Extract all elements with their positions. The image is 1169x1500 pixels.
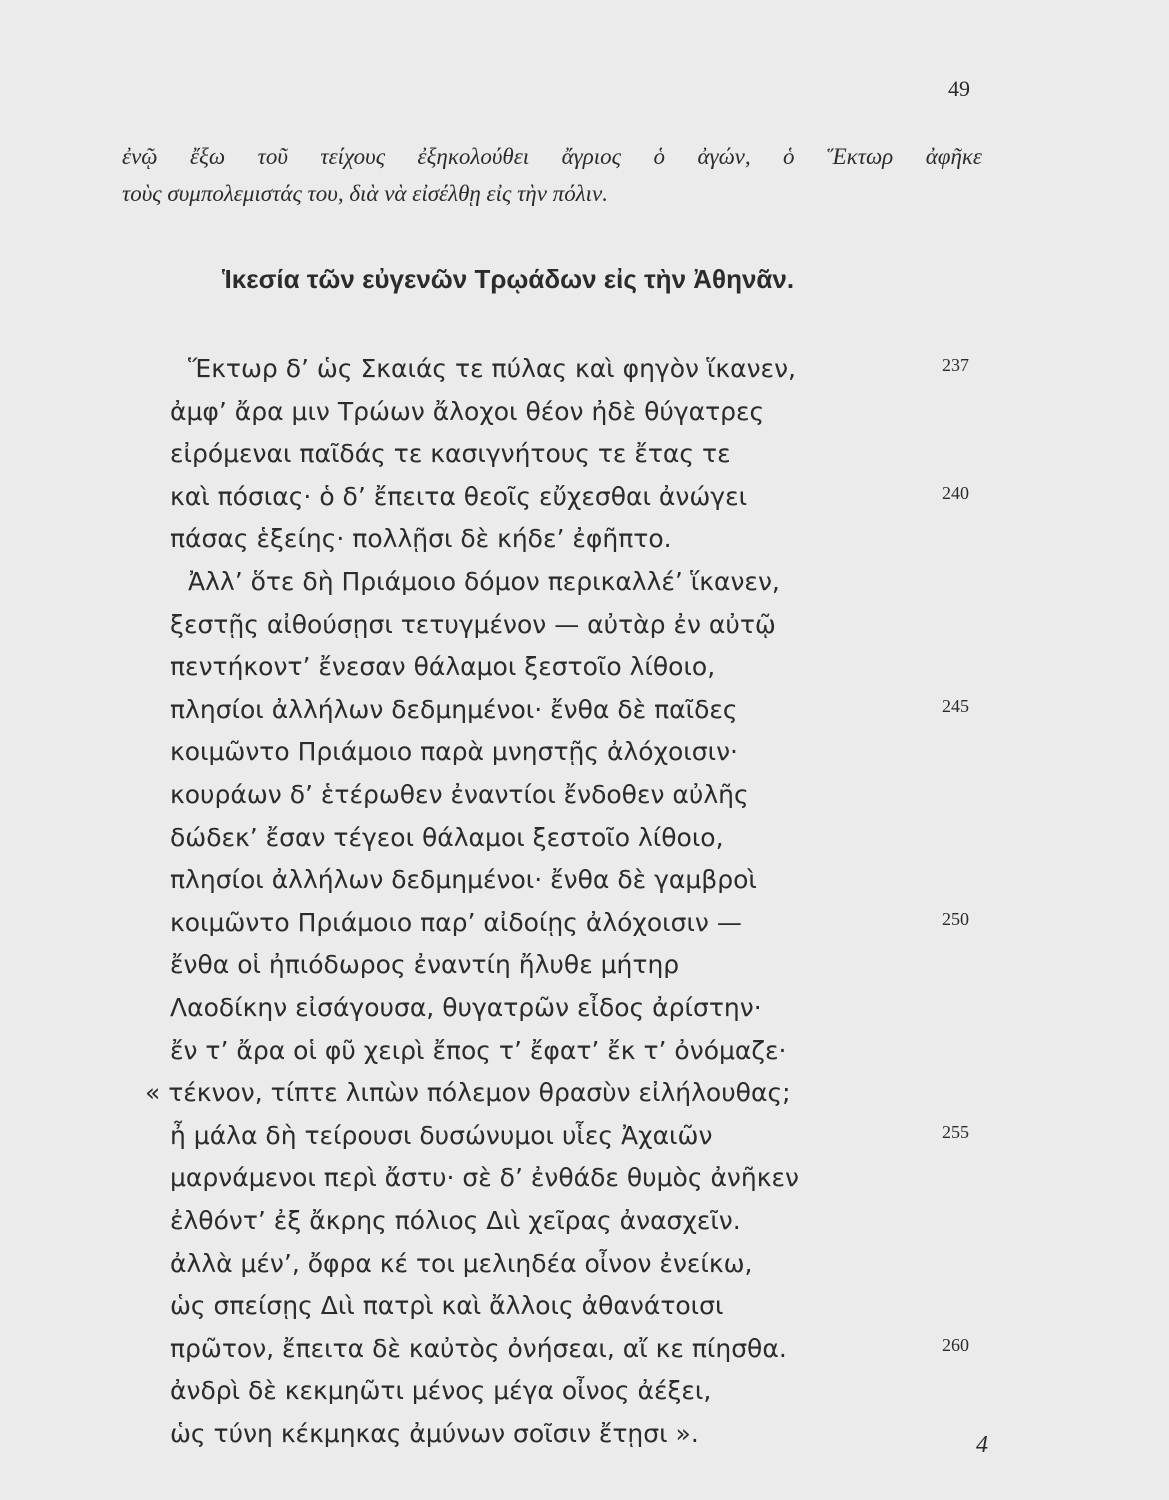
- verse-line: δώδεκ’ ἔσαν τέγεοι θάλαμοι ξεστοῖο λίθοιο,: [170, 823, 724, 852]
- verse-line: κουράων δ’ ἑτέρωθεν ἐναντίοι ἔνδοθεν αὐλῆς: [170, 780, 749, 809]
- line-number: 237: [942, 355, 969, 375]
- verse-line: πεντήκοντ’ ἔνεσαν θάλαμοι ξεστοῖο λίθοιο,: [170, 652, 716, 681]
- verse-line: ξεστῇς αἰθούσῃσι τετυγμένον — αὐτὰρ ἐν αὐτῷ: [170, 610, 776, 639]
- printer-signature: 4: [976, 1432, 988, 1458]
- line-number: 245: [942, 696, 969, 716]
- verse-line: ἀνδρὶ δὲ κεκμηῶτι μένος μέγα οἶνος ἀέξει,: [170, 1376, 712, 1405]
- verse-line: ἦ μάλα δὴ τείρουσι δυσώνυμοι υἷες Ἀχαιῶν: [170, 1121, 713, 1150]
- verse-line: « τέκνον, τίπτε λιπὼν πόλεμον θρασὺν εἰλήλουθας;: [145, 1078, 791, 1107]
- verse-line: Ἕκτωρ δ’ ὡς Σκαιάς τε πύλας καὶ φηγὸν ἵκανεν,: [188, 354, 796, 383]
- verse-line: καὶ πόσιας· ὁ δ’ ἔπειτα θεοῖς εὔχεσθαι ἀνώγει: [170, 482, 748, 511]
- verse-line: μαρνάμενοι περὶ ἄστυ· σὲ δ’ ἐνθάδε θυμὸς ἀνῆκεν: [170, 1163, 799, 1192]
- verse-line: πάσας ἑξείης· πολλῇσι δὲ κήδε’ ἐφῆπτο.: [170, 524, 672, 553]
- verse-line: ὡς τύνη κέκμηκας ἀμύνων σοῖσιν ἔτῃσι ».: [170, 1419, 699, 1448]
- page-number: 49: [948, 76, 970, 101]
- section-heading: Ἱκεσία τῶν εὐγενῶν Τρῳάδων εἰς τὴν Ἀθηνᾶν.: [222, 264, 795, 294]
- verse-line: ὡς σπείσῃς Διὶ πατρὶ καὶ ἄλλοις ἀθανάτοισι: [170, 1291, 724, 1320]
- line-number: 240: [942, 483, 969, 503]
- intro-paragraph: [122, 138, 982, 212]
- verse-line: εἰρόμεναι παῖδάς τε κασιγνήτους τε ἔτας τε: [170, 439, 731, 468]
- verse-line: πλησίοι ἀλλήλων δεδμημένοι· ἔνθα δὲ γαμβροὶ: [170, 865, 757, 894]
- verse-line: κοιμῶντο Πριάμοιο παρὰ μνηστῇς ἀλόχοισιν·: [170, 737, 738, 766]
- verse-line: ἐλθόντ’ ἐξ ἄκρης πόλιος Διὶ χεῖρας ἀνασχεῖν.: [170, 1206, 741, 1235]
- verse-line: ἀλλὰ μέν’, ὄφρα κέ τοι μελιηδέα οἶνον ἐνείκω,: [170, 1249, 753, 1278]
- line-number: 250: [942, 909, 969, 929]
- verse-line: ἔν τ’ ἄρα οἱ φῦ χειρὶ ἔπος τ’ ἔφατ’ ἔκ τ’ ὀνόμαζε·: [170, 1036, 787, 1065]
- intro-line: ἐνῷ ἔξω τοῦ τείχους ἐξηκολούθει ἄγριος ὁ ἀγών, ὁ Ἕκτωρ ἀφῆκε: [122, 144, 982, 169]
- verse-line: Λαοδίκην εἰσάγουσα, θυγατρῶν εἶδος ἀρίστην·: [170, 993, 762, 1022]
- line-number: 255: [942, 1122, 969, 1142]
- verse-line: ἔνθα οἱ ἠπιόδωρος ἐναντίη ἤλυθε μήτηρ: [170, 950, 680, 979]
- verse-line: κοιμῶντο Πριάμοιο παρ’ αἰδοίῃς ἀλόχοισιν —: [170, 908, 742, 937]
- verse-line: πρῶτον, ἔπειτα δὲ καὐτὸς ὀνήσεαι, αἴ κε πίησθα.: [170, 1334, 787, 1363]
- verse-line: πλησίοι ἀλλήλων δεδμημένοι· ἔνθα δὲ παῖδες: [170, 695, 738, 724]
- intro-line: τοὺς συμπολεμιστάς του, διὰ νὰ εἰσέλθῃ εἰς τὴν πόλιν.: [122, 181, 608, 206]
- verse-line: ἀμφ’ ἄρα μιν Τρώων ἄλοχοι θέον ἠδὲ θύγατρες: [170, 397, 765, 426]
- line-number: 260: [942, 1335, 969, 1355]
- verse-line: Ἀλλ’ ὅτε δὴ Πριάμοιο δόμον περικαλλέ’ ἵκανεν,: [188, 567, 780, 596]
